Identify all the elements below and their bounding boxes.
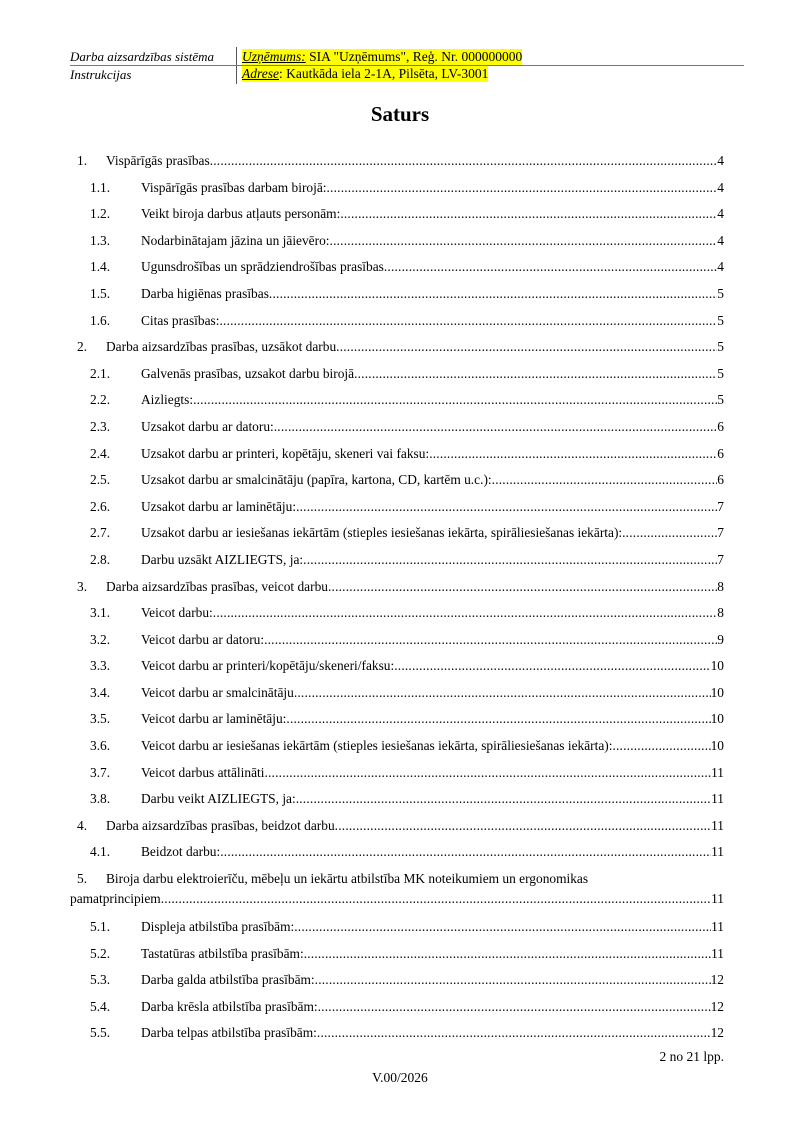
toc-entry-number: 2.6. bbox=[90, 498, 111, 514]
toc-dot-leader bbox=[294, 915, 711, 942]
toc-entry-text bbox=[141, 548, 724, 575]
toc-entry-page: 12 bbox=[710, 1025, 724, 1041]
toc-entry[interactable] bbox=[70, 867, 724, 915]
toc-entry-label: Vispārīgās prasības bbox=[106, 153, 210, 168]
toc-entry-text bbox=[141, 229, 724, 256]
toc-entry-text bbox=[141, 654, 724, 681]
toc-entry-number: 1.3. bbox=[90, 232, 111, 248]
toc-entry-text bbox=[141, 761, 724, 788]
toc-entry[interactable] bbox=[77, 521, 724, 548]
toc-entry[interactable] bbox=[77, 176, 724, 203]
page-header bbox=[70, 46, 744, 84]
toc-entry-number: 2.2. bbox=[90, 392, 111, 408]
toc-entry-number: 5.3. bbox=[90, 972, 111, 988]
toc-entry-label: Darbu veikt AIZLIEGTS, ja: bbox=[141, 791, 296, 807]
toc-entry-number: 2.5. bbox=[90, 472, 111, 488]
toc-entry-label: Uzsakot darbu ar printeri, kopētāju, skeneri vai faksu: bbox=[141, 445, 430, 461]
header-row-1 bbox=[70, 46, 744, 65]
toc-entry[interactable] bbox=[77, 628, 724, 655]
toc-entry-page: 5 bbox=[717, 312, 724, 328]
toc-entry-number: 3.7. bbox=[90, 764, 111, 780]
toc-dot-leader bbox=[161, 889, 711, 909]
toc-entry-page: 9 bbox=[717, 631, 724, 647]
toc-entry-label: Vispārīgās prasības darbam birojā: bbox=[141, 179, 327, 195]
toc-entry-label: Darba higiēnas prasības bbox=[141, 285, 269, 301]
toc-dot-leader bbox=[219, 309, 717, 336]
toc-entry-label: Darba krēsla atbilstība prasībām: bbox=[141, 998, 318, 1014]
toc-entry-text bbox=[141, 388, 724, 415]
toc-entry-text bbox=[141, 628, 724, 655]
toc-dot-leader bbox=[318, 995, 711, 1022]
toc-entry-number: 5.4. bbox=[90, 998, 111, 1014]
toc-dot-leader bbox=[315, 968, 711, 995]
toc-entry-text bbox=[141, 915, 724, 942]
toc-entry-number: 3.4. bbox=[90, 684, 111, 700]
toc-entry-label: Biroja darbu elektroierīču, mēbeļu un iekārtu atbilstība MK noteikumiem un ergonomikas bbox=[106, 871, 589, 887]
toc-entry[interactable] bbox=[77, 149, 724, 176]
toc-entry-label-continued: pamatprincipiem bbox=[70, 891, 161, 907]
toc-entry-page: 10 bbox=[710, 658, 724, 674]
toc-entry-label: Darba aizsardzības prasības, beidzot darbu bbox=[106, 817, 335, 833]
toc-entry-page: 7 bbox=[717, 498, 724, 514]
toc-dot-leader bbox=[622, 521, 717, 548]
toc-entry-label: Displeja atbilstība prasībām: bbox=[141, 919, 295, 935]
company-highlight bbox=[242, 49, 522, 65]
toc-entry[interactable] bbox=[77, 495, 724, 522]
toc-dot-leader bbox=[264, 761, 711, 788]
toc-entry[interactable] bbox=[77, 915, 724, 942]
toc-entry-text bbox=[141, 787, 724, 814]
toc-entry-label: Galvenās prasības, uzsakot darbu birojā bbox=[141, 365, 355, 381]
toc-dot-leader bbox=[328, 575, 717, 602]
toc-entry-label: Darba aizsardzības prasības, veicot darbu bbox=[106, 578, 328, 594]
toc-entry-number: 2.4. bbox=[90, 445, 111, 461]
toc-entry-number: 1.1. bbox=[90, 179, 111, 195]
toc-entry-label: Veicot darbu: bbox=[141, 605, 213, 621]
toc-dot-leader bbox=[264, 628, 717, 655]
toc-entry-page: 4 bbox=[717, 206, 724, 222]
toc-entry[interactable] bbox=[77, 335, 724, 362]
toc-entry-text bbox=[141, 601, 724, 628]
toc-entry[interactable] bbox=[77, 442, 724, 469]
toc-entry-page: 5 bbox=[717, 285, 724, 301]
toc-entry-text bbox=[106, 335, 724, 362]
toc-entry-label: Darba aizsardzības prasības, uzsākot darbu bbox=[106, 339, 337, 355]
toc-entry-number: 2.7. bbox=[90, 525, 111, 541]
toc-entry[interactable] bbox=[77, 942, 724, 969]
toc-dot-leader bbox=[286, 707, 710, 734]
toc-entry[interactable] bbox=[77, 968, 724, 995]
toc-entry[interactable] bbox=[77, 814, 724, 841]
toc-entry-page: 11 bbox=[711, 844, 724, 860]
toc-entry-page: 11 bbox=[711, 764, 724, 780]
toc-entry-number: 2.1. bbox=[90, 365, 111, 381]
system-label: Darba aizsardzības sistēma bbox=[70, 49, 214, 64]
toc-entry-label: Veicot darbu ar printeri/kopētāju/skeneri/faksu: bbox=[141, 658, 395, 674]
toc-entry[interactable] bbox=[77, 575, 724, 602]
toc-entry-text bbox=[141, 362, 724, 389]
toc-entry-page: 11 bbox=[711, 817, 724, 833]
toc-entry[interactable] bbox=[77, 468, 724, 495]
toc-entry-text bbox=[141, 995, 724, 1022]
toc-entry-label: Nodarbinātajam jāzina un jāievēro: bbox=[141, 232, 330, 248]
toc-entry-page: 11 bbox=[711, 919, 724, 935]
toc-entry[interactable] bbox=[77, 654, 724, 681]
toc-entry-label: Veikt biroja darbus atļauts personām: bbox=[141, 206, 341, 222]
toc-entry-page: 8 bbox=[717, 578, 724, 594]
toc-entry-label: Veicot darbu ar datoru: bbox=[141, 631, 265, 647]
toc-entry-text bbox=[141, 309, 724, 336]
company-label: Uzņēmums: bbox=[242, 49, 306, 64]
toc-entry-number: 1.4. bbox=[90, 259, 111, 275]
toc-entry-page: 4 bbox=[717, 259, 724, 275]
document-version: V.00/2026 bbox=[372, 1070, 428, 1085]
toc-entry-number: 4.1. bbox=[90, 844, 111, 860]
toc-entry[interactable] bbox=[77, 995, 724, 1022]
toc-entry-number: 1. bbox=[77, 153, 88, 168]
toc-entry-number: 2. bbox=[77, 339, 88, 355]
doc-type-label: Instrukcijas bbox=[70, 67, 132, 82]
toc-entry-text bbox=[141, 968, 724, 995]
toc-entry-label: Aizliegts: bbox=[141, 392, 194, 408]
toc-entry-page: 10 bbox=[710, 711, 724, 727]
toc-entry-number: 3.2. bbox=[90, 631, 111, 647]
toc-dot-leader bbox=[335, 814, 711, 841]
toc-entry[interactable] bbox=[77, 787, 724, 814]
toc-entry[interactable] bbox=[77, 202, 724, 229]
toc-entry-text bbox=[141, 942, 724, 969]
toc-entry-text bbox=[141, 282, 724, 309]
toc-entry-text bbox=[141, 202, 724, 229]
page-number: 2 no 21 lpp. bbox=[659, 1049, 724, 1064]
toc-entry[interactable] bbox=[77, 415, 724, 442]
toc-entry-page: 12 bbox=[710, 972, 724, 988]
toc-entry-page: 7 bbox=[717, 551, 724, 567]
toc-entry-text bbox=[141, 681, 724, 708]
toc-entry[interactable] bbox=[77, 734, 724, 761]
toc-entry-page: 6 bbox=[717, 445, 724, 461]
toc-entry-number: 3. bbox=[77, 578, 88, 594]
toc-entry-page: 4 bbox=[717, 179, 724, 195]
toc-dot-leader bbox=[213, 601, 718, 628]
toc-entry-text bbox=[106, 575, 724, 602]
toc-entry-page: 11 bbox=[711, 891, 724, 907]
toc-entry-number: 5.2. bbox=[90, 945, 111, 961]
toc-dot-leader bbox=[193, 388, 717, 415]
toc-entry-label: Darbu uzsākt AIZLIEGTS, ja: bbox=[141, 551, 304, 567]
toc-dot-leader bbox=[220, 840, 711, 867]
toc-entry-label: Veicot darbus attālināti bbox=[141, 764, 265, 780]
toc-dot-leader bbox=[269, 282, 717, 309]
toc-entry-page: 4 bbox=[717, 153, 724, 168]
toc-entry-text bbox=[141, 521, 724, 548]
toc-entry-number: 3.3. bbox=[90, 658, 111, 674]
toc-entry[interactable] bbox=[77, 282, 724, 309]
toc-entry-page: 11 bbox=[711, 945, 724, 961]
toc-entry-page: 5 bbox=[717, 365, 724, 381]
toc-entry-label: Darba galda atbilstība prasībām: bbox=[141, 972, 315, 988]
toc-dot-leader bbox=[210, 149, 718, 176]
address-label: Adrese bbox=[242, 66, 279, 81]
toc-entry-text bbox=[141, 1021, 724, 1048]
toc-entry-label: Uzsakot darbu ar laminētāju: bbox=[141, 498, 297, 514]
toc-entry-label: Veicot darbu ar iesiešanas iekārtām (stieples iesiešanas iekārta, spirāliesiešanas iekārta): bbox=[141, 738, 613, 754]
toc-entry-page: 12 bbox=[710, 998, 724, 1014]
toc-entry[interactable] bbox=[77, 548, 724, 575]
toc-entry-page: 11 bbox=[711, 791, 724, 807]
toc-dot-leader bbox=[327, 176, 718, 203]
toc-entry[interactable] bbox=[77, 362, 724, 389]
toc-dot-leader bbox=[330, 229, 718, 256]
toc-entry[interactable] bbox=[77, 229, 724, 256]
toc-entry[interactable] bbox=[77, 388, 724, 415]
toc-entry-page: 5 bbox=[717, 392, 724, 408]
toc-dot-leader bbox=[303, 548, 717, 575]
toc-entry[interactable] bbox=[77, 761, 724, 788]
toc-dot-leader bbox=[612, 734, 710, 761]
toc-dot-leader bbox=[394, 654, 710, 681]
toc-entry-page: 4 bbox=[717, 232, 724, 248]
toc-entry-label: Tastatūras atbilstība prasībām: bbox=[141, 945, 304, 961]
toc-entry-label: Ugunsdrošības un sprādziendrošības prasības bbox=[141, 259, 384, 275]
toc-entry-label: Veicot darbu ar smalcinātāju bbox=[141, 684, 294, 700]
toc-entry-page: 7 bbox=[717, 525, 724, 541]
toc-dot-leader bbox=[340, 202, 717, 229]
toc-entry-number: 3.1. bbox=[90, 605, 111, 621]
toc-entry-label: Citas prasības: bbox=[141, 312, 220, 328]
toc-entry-number: 5. bbox=[77, 871, 88, 887]
toc-entry-page: 8 bbox=[717, 605, 724, 621]
toc-entry-text bbox=[141, 255, 724, 282]
toc-dot-leader bbox=[354, 362, 717, 389]
toc-entry-number: 4. bbox=[77, 817, 88, 833]
toc-entry-number: 5.1. bbox=[90, 919, 111, 935]
toc-entry-text bbox=[141, 442, 724, 469]
toc-entry-number: 1.5. bbox=[90, 285, 111, 301]
toc-dot-leader bbox=[294, 681, 711, 708]
toc-entry-text bbox=[141, 176, 724, 203]
toc-entry-number: 2.8. bbox=[90, 551, 111, 567]
toc-entry-number: 5.5. bbox=[90, 1025, 111, 1041]
toc-entry[interactable] bbox=[77, 255, 724, 282]
toc-entry[interactable] bbox=[77, 707, 724, 734]
toc-entry[interactable] bbox=[77, 1021, 724, 1048]
toc-entry-label: Uzsakot darbu ar datoru: bbox=[141, 418, 274, 434]
toc-dot-leader bbox=[317, 1021, 711, 1048]
address-info bbox=[236, 66, 488, 84]
toc-entry-label: Darba telpas atbilstība prasībām: bbox=[141, 1025, 317, 1041]
address-value: : Kautkāda iela 2-1A, Pilsēta, LV-3001 bbox=[279, 66, 489, 81]
toc-entry-label: Uzsakot darbu ar smalcinātāju (papīra, kartona, CD, kartēm u.c.): bbox=[141, 472, 492, 488]
toc-dot-leader bbox=[429, 442, 717, 469]
toc-entry-text bbox=[141, 415, 724, 442]
toc-entry-number: 1.2. bbox=[90, 206, 111, 222]
toc-entry-page: 6 bbox=[717, 418, 724, 434]
toc-dot-leader bbox=[336, 335, 717, 362]
toc-dot-leader bbox=[296, 495, 717, 522]
toc-dot-leader bbox=[296, 787, 711, 814]
toc-entry-number: 3.8. bbox=[90, 791, 111, 807]
toc-entry[interactable] bbox=[77, 681, 724, 708]
toc-entry-number: 1.6. bbox=[90, 312, 111, 328]
toc-dot-leader bbox=[274, 415, 718, 442]
toc-entry-number: 2.3. bbox=[90, 418, 111, 434]
toc-entry-page: 6 bbox=[717, 472, 724, 488]
toc-dot-leader bbox=[304, 942, 711, 969]
table-of-contents bbox=[70, 149, 724, 1048]
toc-entry-label: Uzsakot darbu ar iesiešanas iekārtām (stieples iesiešanas iekārta, spirāliesiešanas iekārta): bbox=[141, 525, 623, 541]
header-row-2 bbox=[70, 66, 744, 84]
page-title: Saturs bbox=[370, 102, 430, 126]
company-value: SIA "Uzņēmums", Reģ. Nr. 000000000 bbox=[305, 49, 523, 64]
address-highlight bbox=[242, 66, 488, 82]
toc-entry-page: 10 bbox=[710, 684, 724, 700]
toc-entry-text bbox=[106, 149, 724, 176]
toc-entry-label: Veicot darbu ar laminētāju: bbox=[141, 711, 287, 727]
toc-entry-number: 3.6. bbox=[90, 738, 111, 754]
toc-entry-text bbox=[141, 495, 724, 522]
toc-entry[interactable] bbox=[77, 840, 724, 867]
toc-entry[interactable] bbox=[77, 601, 724, 628]
toc-entry[interactable] bbox=[77, 309, 724, 336]
toc-entry-label: Beidzot darbu: bbox=[141, 844, 221, 860]
toc-entry-text bbox=[141, 734, 724, 761]
toc-entry-page: 10 bbox=[710, 738, 724, 754]
toc-entry-page: 5 bbox=[717, 339, 724, 355]
toc-entry-number: 3.5. bbox=[90, 711, 111, 727]
toc-entry-text bbox=[141, 840, 724, 867]
toc-entry-text bbox=[141, 707, 724, 734]
company-info bbox=[236, 47, 522, 65]
toc-dot-leader bbox=[492, 468, 718, 495]
toc-dot-leader bbox=[384, 255, 717, 282]
toc-entry-text bbox=[141, 468, 724, 495]
toc-entry-text bbox=[106, 814, 724, 841]
